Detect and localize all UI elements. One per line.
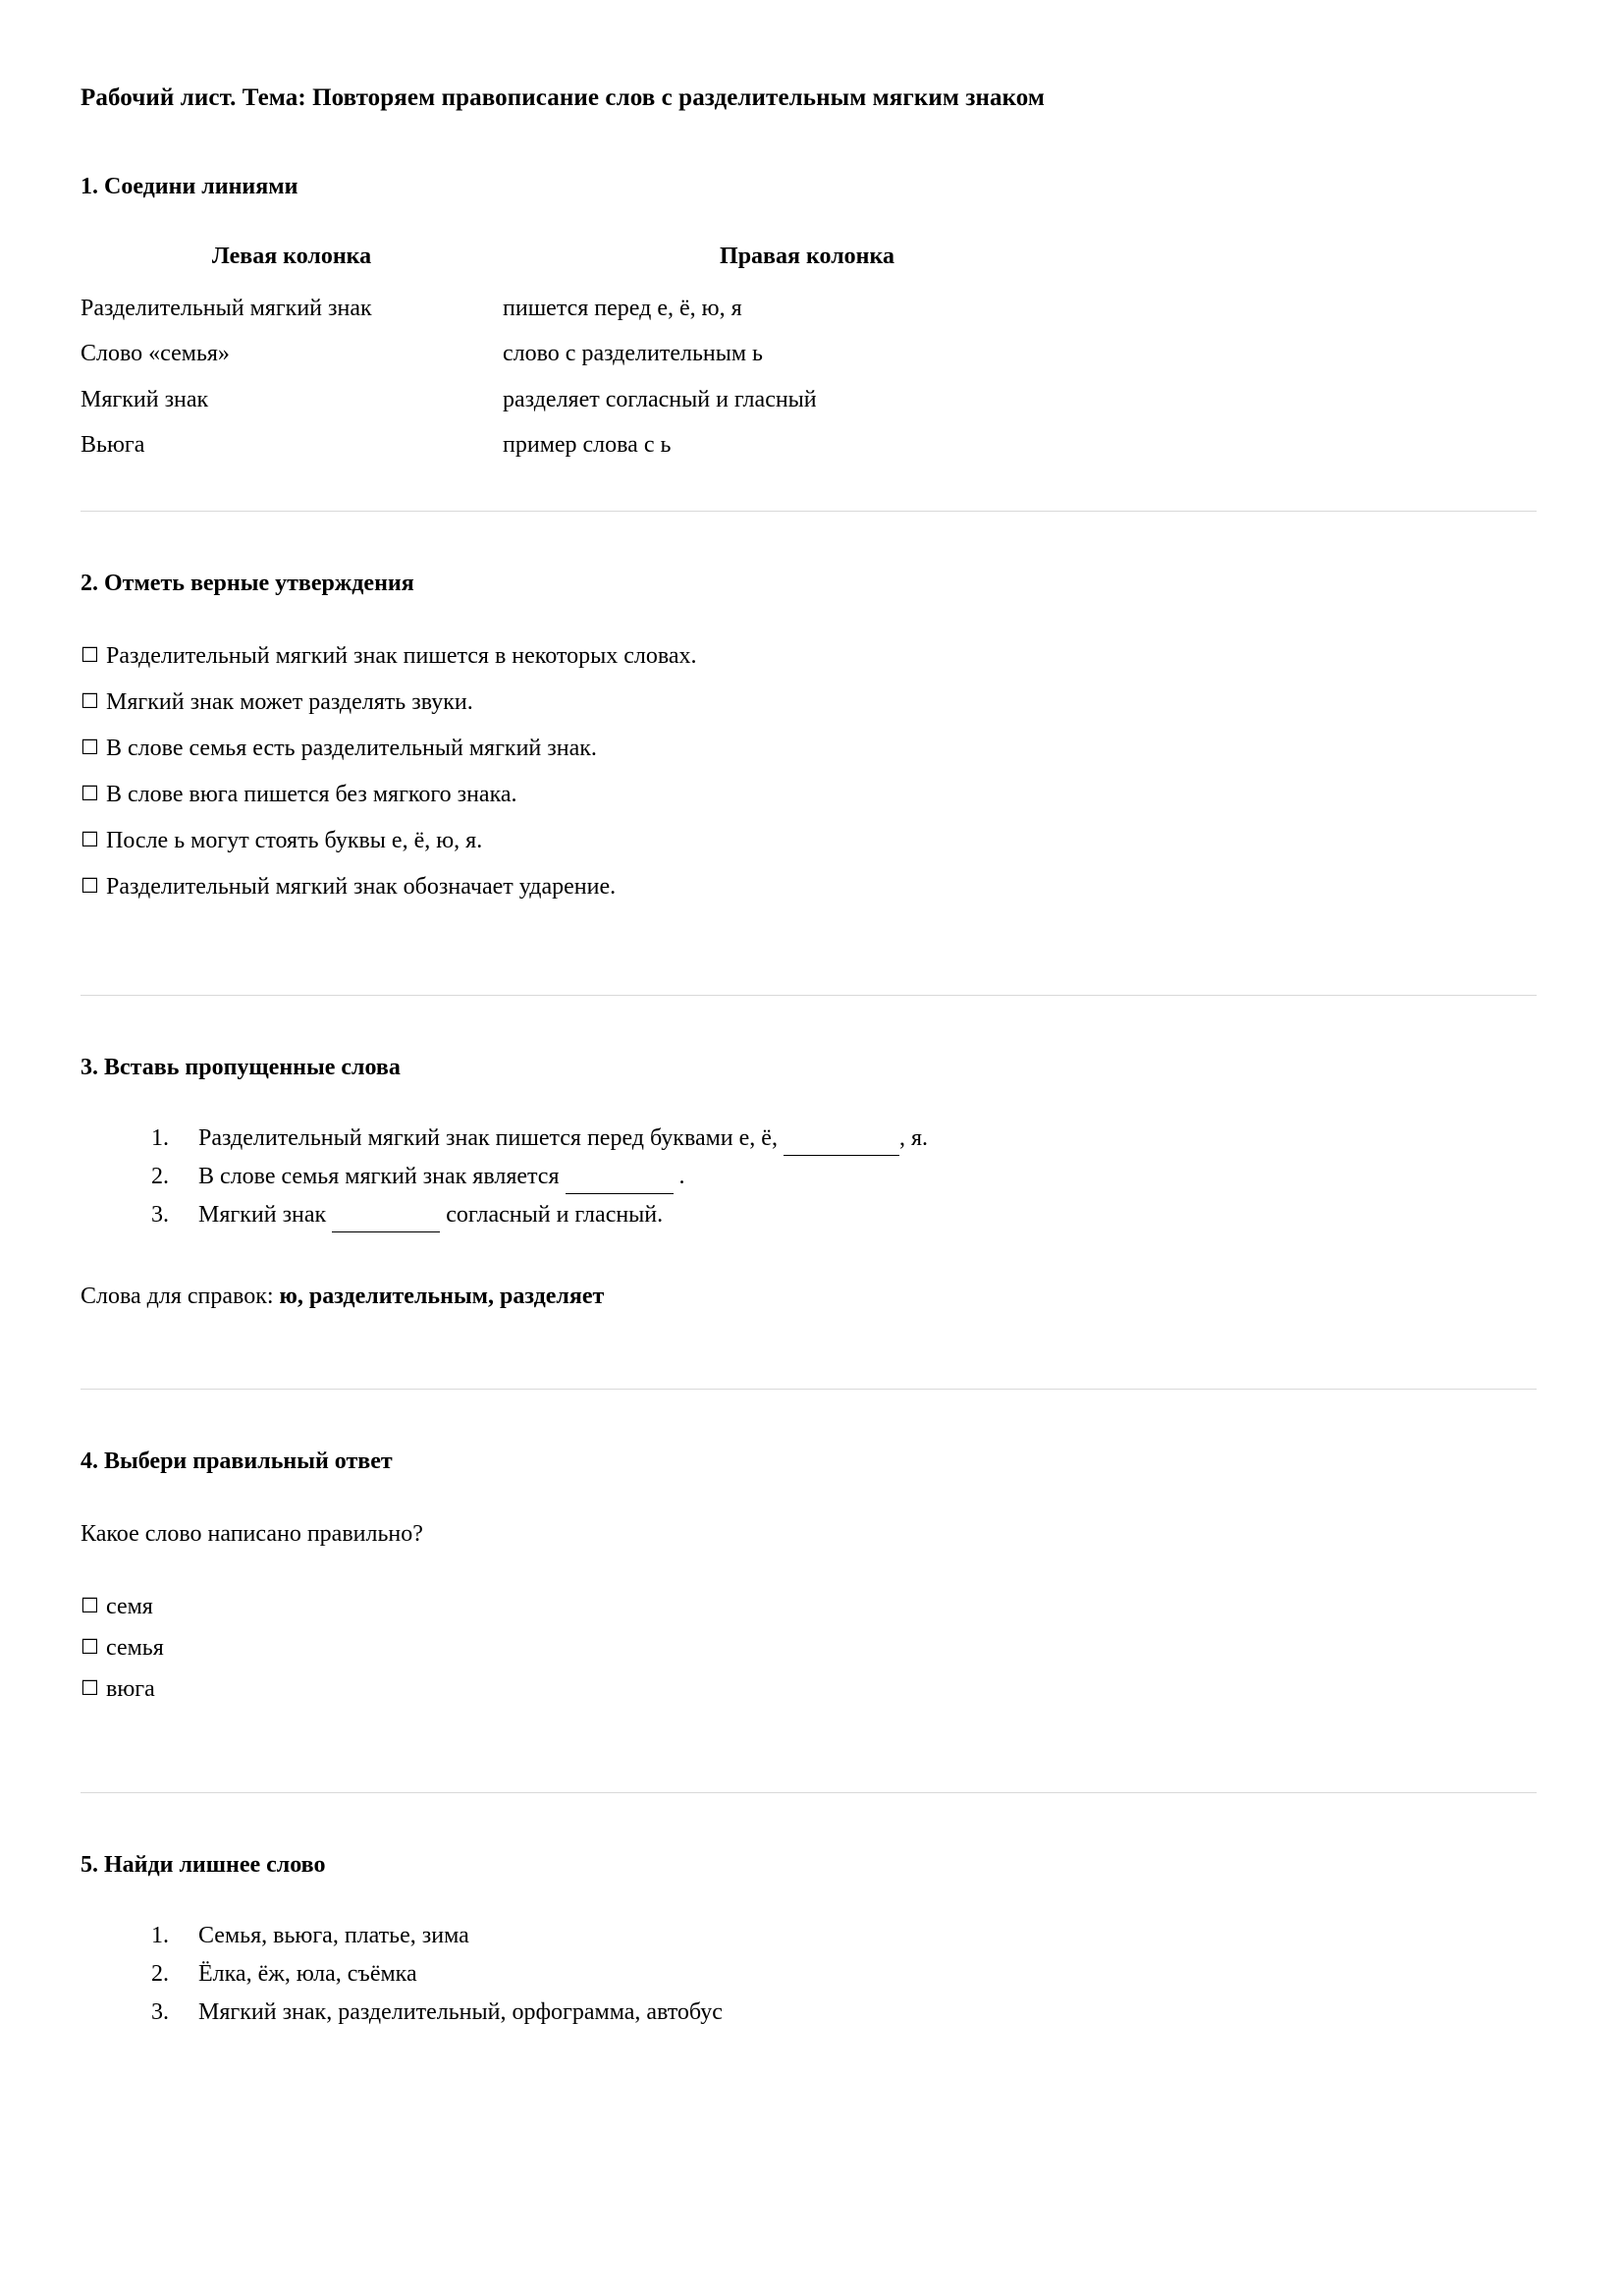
blank-sentence-after: согласный и гласный. (440, 1201, 664, 1228)
blank-input[interactable] (566, 1169, 674, 1194)
statement-label: После ь могут стоять буквы е, ё, ю, я. (106, 827, 483, 853)
list-item[interactable] (81, 1674, 1537, 1716)
checkbox-icon[interactable]: ☐ (81, 1675, 99, 1700)
blank-input[interactable] (784, 1130, 899, 1156)
match-table-header-left: Левая колонка (211, 243, 372, 269)
checkbox-icon[interactable]: ☐ (81, 735, 99, 759)
list-item (175, 1121, 1537, 1159)
list-item[interactable] (81, 1592, 1537, 1633)
section-odd-word-out (81, 1850, 1537, 2033)
answer-option-list (81, 1592, 1537, 1716)
reference-label: Слова для справок: (81, 1283, 280, 1309)
match-left-item[interactable]: Мягкий знак (81, 386, 209, 412)
checkbox-icon[interactable]: ☐ (81, 642, 99, 667)
list-item[interactable] (81, 1633, 1537, 1674)
statement-label: В слове семья есть разделительный мягкий знак. (106, 735, 597, 761)
section-4-heading: 4. Выбери правильный ответ (81, 1449, 393, 1475)
section-5-heading: 5. Найди лишнее слово (81, 1851, 326, 1878)
table-row[interactable] (81, 331, 1111, 376)
list-item (175, 1197, 1537, 1235)
fill-blank-list (81, 1121, 1537, 1235)
question-prompt: Какое слово написано правильно? (81, 1521, 423, 1548)
list-item[interactable] (81, 826, 1537, 872)
checkbox-icon[interactable]: ☐ (81, 1634, 99, 1659)
option-label: вюга (106, 1675, 155, 1702)
section-divider (81, 1792, 1537, 1793)
option-label: семья (106, 1634, 164, 1661)
checkbox-icon[interactable]: ☐ (81, 1593, 99, 1617)
blank-sentence-before: В слове семья мягкий знак является (198, 1163, 560, 1189)
match-left-item[interactable]: Разделительный мягкий знак (81, 295, 372, 321)
match-right-item[interactable]: пример слова с ь (503, 432, 672, 459)
odd-word-list (81, 1918, 1537, 2033)
section-divider (81, 995, 1537, 996)
table-row[interactable] (81, 422, 1111, 467)
section-fill-blanks (81, 1053, 1537, 1391)
list-item[interactable] (81, 687, 1537, 734)
statement-label: В слове вюга пишется без мягкого знака. (106, 781, 517, 807)
section-divider (81, 1389, 1537, 1390)
list-item[interactable] (81, 641, 1537, 687)
checkbox-icon[interactable]: ☐ (81, 781, 99, 805)
match-right-item[interactable]: слово с разделительным ь (503, 341, 763, 367)
section-connect-lines (81, 172, 1537, 513)
reference-words-line (81, 1281, 1537, 1312)
blank-sentence-before: Разделительный мягкий знак пишется перед буквами е, ё, (198, 1124, 778, 1151)
match-right-item[interactable]: разделяет согласный и гласный (503, 386, 817, 412)
match-left-item[interactable]: Слово «семья» (81, 341, 230, 367)
list-item[interactable]: 1. Семья, вьюга, платье, зима (175, 1918, 1537, 1956)
blank-input[interactable] (332, 1207, 440, 1232)
table-row[interactable] (81, 286, 1111, 331)
blank-sentence-before: Мягкий знак (198, 1201, 327, 1228)
section-2-heading: 2. Отметь верные утверждения (81, 571, 414, 597)
match-left-item[interactable]: Вьюга (81, 432, 145, 459)
list-item[interactable] (81, 872, 1537, 918)
checkbox-icon[interactable]: ☐ (81, 873, 99, 898)
list-item[interactable] (81, 780, 1537, 826)
match-table (81, 236, 1111, 468)
page-title: Рабочий лист. Тема: Повторяем правописание слов с разделительным мягким знаком (81, 84, 1046, 111)
section-choose-answer (81, 1447, 1537, 1793)
statement-checkbox-list (81, 641, 1537, 918)
list-item[interactable]: 3. Мягкий знак, разделительный, орфограмма, автобус (175, 1995, 1537, 2033)
statement-label: Мягкий знак может разделять звуки. (106, 688, 473, 715)
reference-words: ю, разделительным, разделяет (279, 1283, 605, 1309)
checkbox-icon[interactable]: ☐ (81, 688, 99, 713)
match-right-item[interactable]: пишется перед е, ё, ю, я (503, 295, 742, 321)
section-1-heading: 1. Соедини линиями (81, 173, 298, 199)
blank-sentence-after: , я. (898, 1124, 929, 1151)
blank-sentence-after: . (673, 1163, 685, 1189)
list-item[interactable] (81, 734, 1537, 780)
spacer (81, 1716, 1537, 1749)
statement-label: Разделительный мягкий знак пишется в некоторых словах. (106, 642, 697, 669)
spacer (81, 918, 1537, 952)
match-table-header-row (81, 236, 1111, 286)
spacer (81, 1312, 1537, 1345)
list-item[interactable]: 2. Ёлка, ёж, юла, съёмка (175, 1956, 1537, 1995)
checkbox-icon[interactable]: ☐ (81, 827, 99, 851)
section-divider (81, 511, 1537, 512)
option-label: семя (106, 1593, 153, 1619)
match-table-header-right: Правая колонка (720, 243, 894, 269)
section-true-statements (81, 569, 1537, 995)
statement-label: Разделительный мягкий знак обозначает ударение. (106, 873, 617, 900)
list-item (175, 1159, 1537, 1197)
table-row[interactable] (81, 377, 1111, 422)
section-3-heading: 3. Вставь пропущенные слова (81, 1054, 401, 1080)
